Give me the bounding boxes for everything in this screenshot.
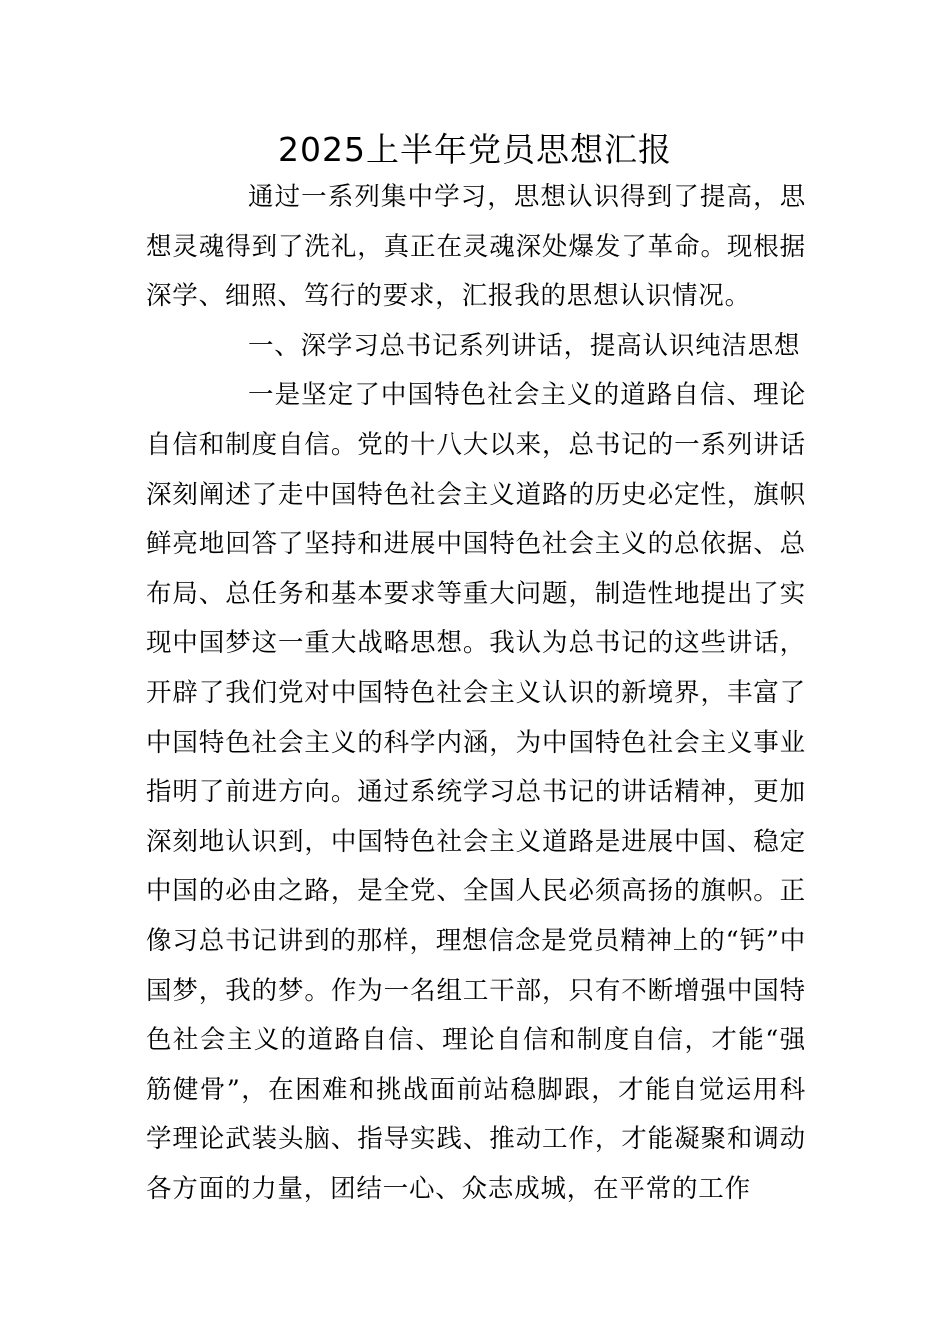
document-body	[146, 173, 806, 1214]
section-paragraph: 一是坚定了中国特色社会主义的道路自信、理论自信和制度自信。党的十八大以来，总书记的一系列讲话深刻阐述了走中国特色社会主义道路的历史必定性，旗帜鲜亮地回答了坚持和进展中国特色社会主义的总依据、总布局、总任务和基本要求等重大问题，制造性地提出了实现中国梦这一重大战略思想。我认为总书记的这些讲话，开辟了我们党对中国特色社会主义认识的新境界，丰富了中国特色社会主义的科学内涵，为中国特色社会主义事业指明了前进方向。通过系统学习总书记的讲话精神，更加深刻地认识到，中国特色社会主义道路是进展中国、稳定中国的必由之路，是全党、全国人民必须高扬的旗帜。正像习总书记讲到的那样，理想信念是党员精神上的“钙”中国梦，我的梦。作为一名组工干部，只有不断增强中国特色社会主义的道路自信、理论自信和制度自信，才能“强筋健骨”，在困难和挑战面前站稳脚跟，才能自觉运用科学理论武装头脑、指导实践、推动工作，才能凝聚和调动各方面的力量，团结一心、众志成城，在平常的工作	[146, 380, 806, 1204]
intro-paragraph: 通过一系列集中学习，思想认识得到了提高，思想灵魂得到了洗礼，真正在灵魂深处爆发了革命。现根据深学、细照、笃行的要求，汇报我的思想认识情况。	[146, 182, 806, 312]
section-heading: 一、深学习总书记系列讲话，提高认识纯洁思想	[248, 330, 801, 361]
document-title: 2025上半年党员思想汇报	[278, 130, 672, 169]
